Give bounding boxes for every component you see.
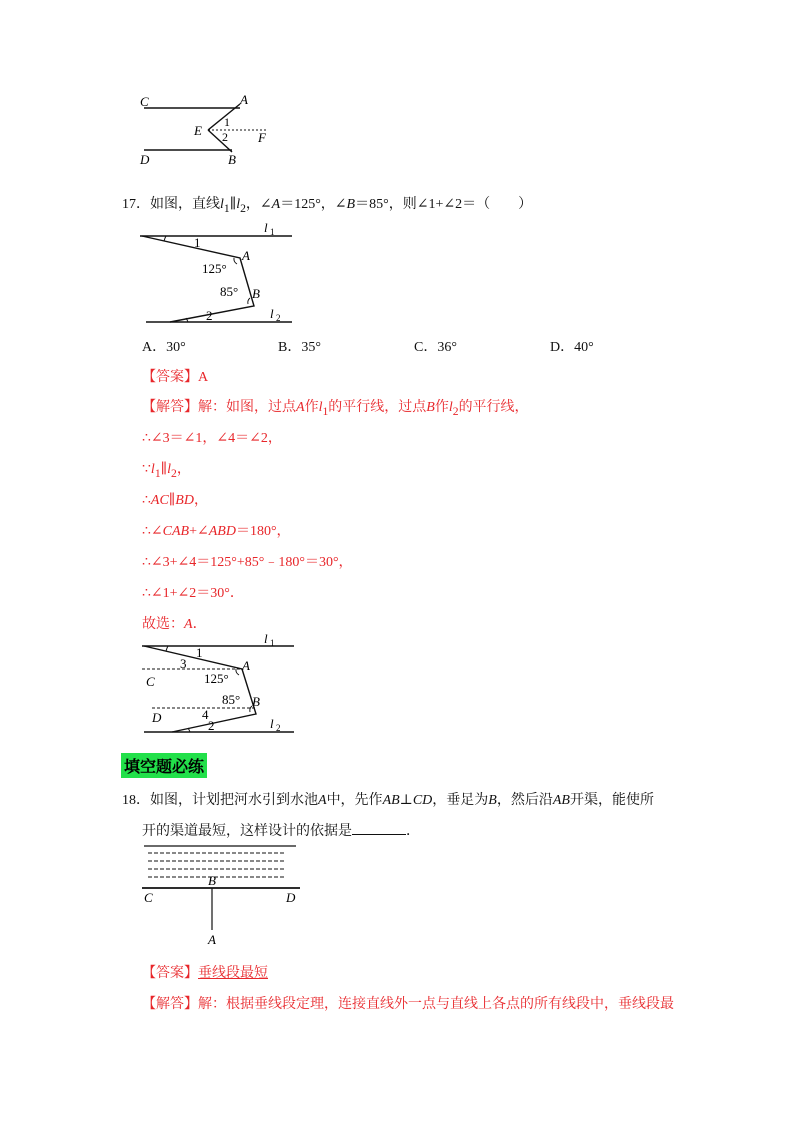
fig17-label-2: 2 xyxy=(206,308,213,323)
fig17b-label-4: 4 xyxy=(202,707,209,722)
fig17b-label-b: B xyxy=(252,694,260,709)
q18-text-c: ，垂足为 xyxy=(432,793,489,808)
q17-step-2 xyxy=(142,458,191,480)
option-d-value: 40° xyxy=(574,340,594,355)
fig17-label-1: 1 xyxy=(194,235,201,250)
fig17-l2: l xyxy=(270,306,274,321)
figure-parallel-lines-ef xyxy=(136,90,276,170)
q17-explain-intro xyxy=(142,396,529,418)
fig17b-label-a: A xyxy=(242,658,250,673)
q17-answer-value: A xyxy=(198,370,209,385)
q17-explain-l1: l xyxy=(318,400,323,415)
q17-number: 17． xyxy=(122,197,150,212)
q17-step2-l1-sub: 1 xyxy=(154,466,161,480)
q17-step-4 xyxy=(142,520,291,540)
q17-angle-a: A xyxy=(271,197,281,212)
q17-explain-d: 作 xyxy=(434,400,449,415)
q17-stem xyxy=(122,193,532,215)
fig17b-label-d: D xyxy=(152,710,162,725)
q17-l2-sub: 2 xyxy=(240,201,246,215)
option-b-label: B． xyxy=(278,340,302,355)
fig17-l1-sub: 1 xyxy=(270,227,275,237)
section-title-fill-blank: 填空题必练 xyxy=(121,753,207,778)
option-b-value: 35° xyxy=(301,340,321,355)
q17-text-b: ，∠ xyxy=(245,197,272,212)
q18-answer-value: 垂线段最短 xyxy=(198,966,268,981)
q18-text-a: 如图，计划把河水引到水池 xyxy=(150,793,318,808)
figure-q18-river xyxy=(140,842,310,948)
q17-option-c[interactable] xyxy=(414,336,457,356)
q17-step2-parallel: ∥ xyxy=(160,462,168,477)
q17-answer-tag: 【答案】 xyxy=(142,370,198,385)
fig17-label-85: 85° xyxy=(220,284,239,299)
fig1-label-2: 2 xyxy=(222,130,228,144)
fig17b-l2: l xyxy=(270,716,274,731)
q17-explain-a: 解：如图，过点 xyxy=(198,400,296,415)
q17-step2-l1: l xyxy=(150,462,155,477)
q17-option-d[interactable] xyxy=(550,336,594,356)
q17-explain-tag: 【解答】 xyxy=(142,400,198,415)
q17-step2-comma: ， xyxy=(176,462,191,477)
fig17b-label-2: 2 xyxy=(208,718,215,733)
q18-number: 18． xyxy=(122,793,150,808)
fig1-label-b: B xyxy=(228,152,236,167)
fig17b-label-85: 85° xyxy=(222,692,241,707)
q17-step-1: ∴∠3＝∠1，∠4＝∠2， xyxy=(142,431,282,446)
q17-step4-cab: CAB xyxy=(162,524,190,539)
q17-step-7 xyxy=(142,613,207,633)
fig18-label-a: A xyxy=(208,932,216,947)
q17-explain-b: 作 xyxy=(304,400,319,415)
q18-point-b: B xyxy=(488,793,497,808)
q17-l2: l xyxy=(236,197,241,212)
figure-q17 xyxy=(136,218,306,328)
q18-explain xyxy=(142,993,674,1013)
fig1-label-e: E xyxy=(194,123,202,138)
q17-answer xyxy=(142,366,208,386)
q17-text-c: ＝125°，∠ xyxy=(280,197,347,212)
option-c-value: 36° xyxy=(437,340,457,355)
q18-answer-tag: 【答案】 xyxy=(142,966,198,981)
q18-stem-line1 xyxy=(122,789,654,809)
q18-ab2: AB xyxy=(552,793,570,808)
q17-explain-e: 的平行线， xyxy=(458,400,529,415)
q17-l1-sub: 1 xyxy=(223,201,230,215)
q17-step4-e: ＝180°， xyxy=(235,524,291,539)
fig1-label-a: A xyxy=(240,92,248,107)
fig18-label-c: C xyxy=(144,890,153,905)
q17-step3-therefore: ∴ xyxy=(142,493,151,508)
q18-ab: AB xyxy=(382,793,400,808)
q18-cd: CD xyxy=(412,793,433,808)
fig17-label-b: B xyxy=(252,286,260,301)
option-a-value: 30° xyxy=(166,340,186,355)
q18-line2-end: ． xyxy=(406,824,420,839)
fig17b-label-c: C xyxy=(146,674,155,689)
fig1-label-c: C xyxy=(140,94,149,109)
option-d-label: D． xyxy=(550,340,575,355)
q17-explain-l2-sub: 2 xyxy=(452,404,459,418)
fig17b-label-125: 125° xyxy=(204,671,229,686)
q17-step4-a: ∴∠ xyxy=(142,524,163,539)
q17-step3-ac-bd: AC∥BD xyxy=(150,493,194,508)
q17-parallel: ∥ xyxy=(229,197,237,212)
q17-step-5: ∴∠3+∠4＝125°+85°﹣180°＝30°， xyxy=(142,555,353,570)
q17-step7-end: ． xyxy=(192,617,207,632)
fig1-label-1: 1 xyxy=(224,115,230,129)
q17-explain-point-b: B xyxy=(426,400,435,415)
q17-explain-l1-sub: 1 xyxy=(322,404,329,418)
q17-step2-l2: l xyxy=(167,462,171,477)
q17-step7-choice: A xyxy=(184,617,193,632)
q18-perp: ⊥ xyxy=(399,793,413,808)
q17-step4-c: +∠ xyxy=(189,524,209,539)
q17-step-6: ∴∠1+∠2＝30°． xyxy=(142,586,244,601)
q17-text-d: ＝85°，则∠1+∠2＝（ ） xyxy=(355,197,533,212)
q18-stem-line2 xyxy=(142,820,420,840)
fig1-label-f: F xyxy=(258,130,266,145)
q18-explain-tag: 【解答】 xyxy=(142,997,198,1012)
fig17b-label-1: 1 xyxy=(196,645,203,660)
q18-point-a: A xyxy=(318,793,327,808)
q17-explain-point-a: A xyxy=(296,400,305,415)
option-a-label: A． xyxy=(142,340,167,355)
q18-explain-text: 解：根据垂线段定理，连接直线外一点与直线上各点的所有线段中，垂线段最 xyxy=(198,997,674,1012)
q18-text-d: ，然后沿 xyxy=(496,793,553,808)
fig17-l1: l xyxy=(264,220,268,235)
q17-step4-abd: ABD xyxy=(208,524,236,539)
q18-line2-a: 开的渠道最短，这样设计的依据是 xyxy=(142,824,352,839)
figure-q17-solution xyxy=(138,632,308,742)
q17-option-b[interactable] xyxy=(278,336,321,356)
q17-step3-comma: ， xyxy=(193,493,208,508)
q18-text-e: 开渠，能使所 xyxy=(569,793,654,808)
fig17b-l1-sub: 1 xyxy=(270,638,275,648)
fig17-l2-sub: 2 xyxy=(276,313,281,323)
fig18-label-b: B xyxy=(208,873,216,888)
fig17b-l2-sub: 2 xyxy=(276,723,281,733)
fig17b-l1: l xyxy=(264,632,268,646)
q17-step2-l2-sub: 2 xyxy=(171,466,177,480)
fig17b-label-3: 3 xyxy=(180,656,187,671)
fig18-label-d: D xyxy=(286,890,296,905)
option-c-label: C． xyxy=(414,340,438,355)
q17-step-3 xyxy=(142,489,208,509)
fig17-label-125: 125° xyxy=(202,261,227,276)
q17-step7-a: 故选： xyxy=(142,617,184,632)
q18-answer xyxy=(142,962,268,982)
fig1-label-d: D xyxy=(140,152,150,167)
fig17-label-a: A xyxy=(242,248,250,263)
q17-explain-l2: l xyxy=(448,400,453,415)
q17-explain-c: 的平行线，过点 xyxy=(328,400,427,415)
q17-angle-b: B xyxy=(346,197,356,212)
q18-answer-blank[interactable] xyxy=(352,822,406,835)
q17-l1: l xyxy=(220,197,224,212)
q17-step2-because: ∵ xyxy=(142,462,151,477)
q17-text-a: 如图，直线 xyxy=(150,197,220,212)
q17-option-a[interactable] xyxy=(142,336,186,356)
q18-text-b: 中，先作 xyxy=(326,793,383,808)
